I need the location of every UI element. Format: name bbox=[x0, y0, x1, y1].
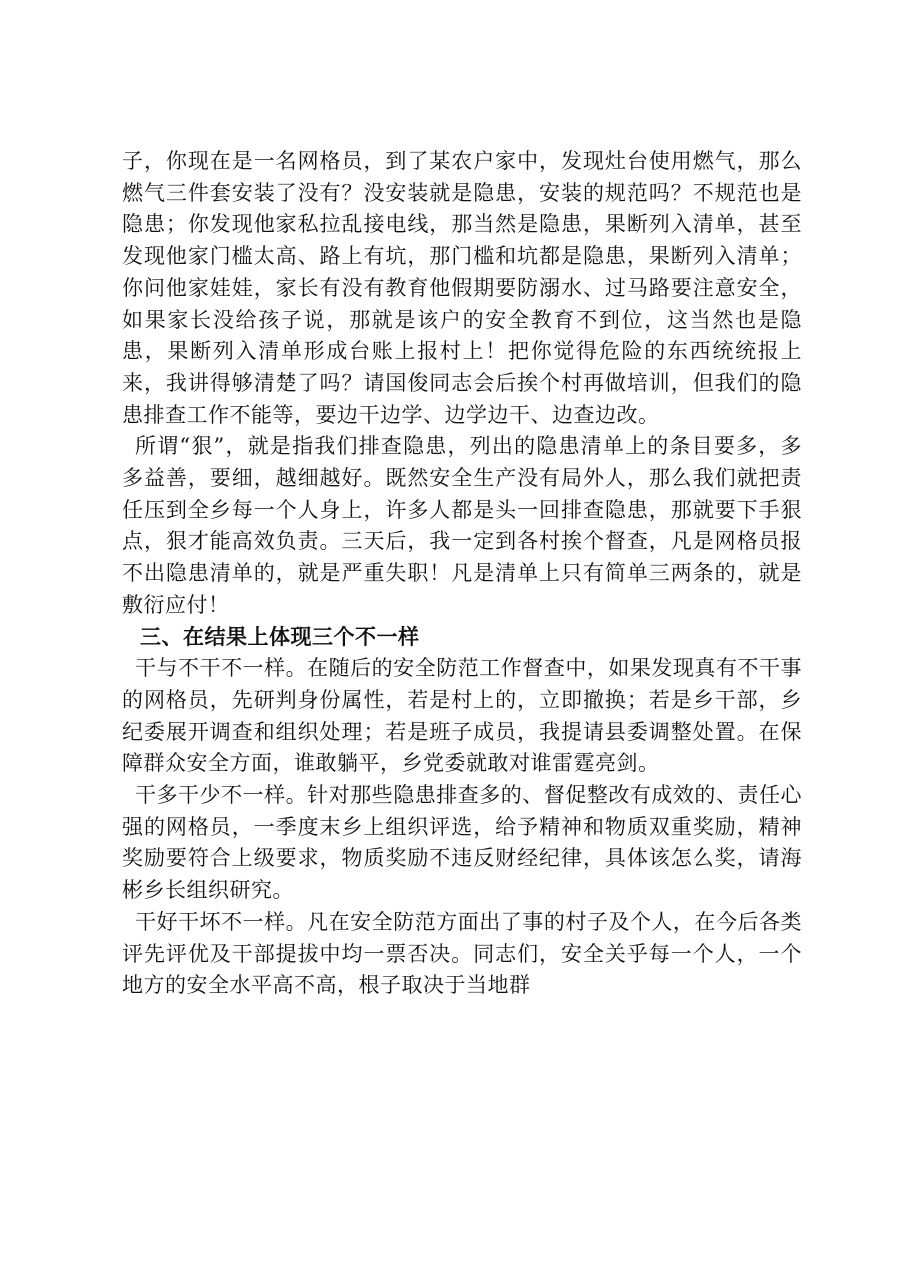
paragraph-ganhao-ganhuai: 干好干坏不一样。凡在安全防范方面出了事的村子及个人，在今后各类评先评优及干部提拔中均一票否决。同志们，安全关乎每一个人，一个地方的安全水平高不高，根子取决于当地群 bbox=[122, 909, 802, 998]
paragraph-gan-yu-bugan: 干与不干不一样。在随后的安全防范工作督查中，如果发现真有不干事的网格员，先研判身份属性，若是村上的，立即撤换；若是乡干部，乡纪委展开调查和组织处理；若是班子成员，我提请县委调整处置。在保障群众安全方面，谁敢躺平，乡党委就敢对谁雷霆亮剑。 bbox=[122, 656, 802, 776]
paragraph-continuation: 子，你现在是一名网格员，到了某农户家中，发现灶台使用燃气，那么燃气三件套安装了没有？没安装就是隐患，安装的规范吗？不规范也是隐患；你发现他家私拉乱接电线，那当然是隐患，果断列入清单，甚至发现他家门槛太高、路上有坑，那门槛和坑都是隐患，果断列入清单；你问他家娃娃，家长有没有教育他假期要防溺水、过马路要注意安全，如果家长没给孩子说，那就是该户的安全教育不到位，这当然也是隐患，果断列入清单形成台账上报村上！把你觉得危险的东西统统报上来，我讲得够清楚了吗？请国俊同志会后挨个村再做培训，但我们的隐患排查工作不能等，要边干边学、边学边干、边查边改。 bbox=[122, 149, 802, 427]
document-body bbox=[122, 146, 802, 1002]
paragraph-hen: 所谓“狠”，就是指我们排查隐患，列出的隐患清单上的条目要多，多多益善，要细，越细越好。既然安全生产没有局外人，那么我们就把责任压到全乡每一个人身上，许多人都是头一回排查隐患，那就要下手狠点，狠才能高效负责。三天后，我一定到各村挨个督查，凡是网格员报不出隐患清单的，就是严重失职！凡是清单上只有简单三两条的，就是敷衍应付！ bbox=[122, 434, 802, 617]
paragraph-ganduo-ganshao: 干多干少不一样。针对那些隐患排查多的、督促整改有成效的、责任心强的网格员，一季度末乡上组织评选，给予精神和物质双重奖励，精神奖励要符合上级要求，物质奖励不违反财经纪律，具体该怎么奖，请海彬乡长组织研究。 bbox=[122, 783, 802, 903]
section-heading: 三、在结果上体现三个不一样 bbox=[140, 624, 420, 649]
